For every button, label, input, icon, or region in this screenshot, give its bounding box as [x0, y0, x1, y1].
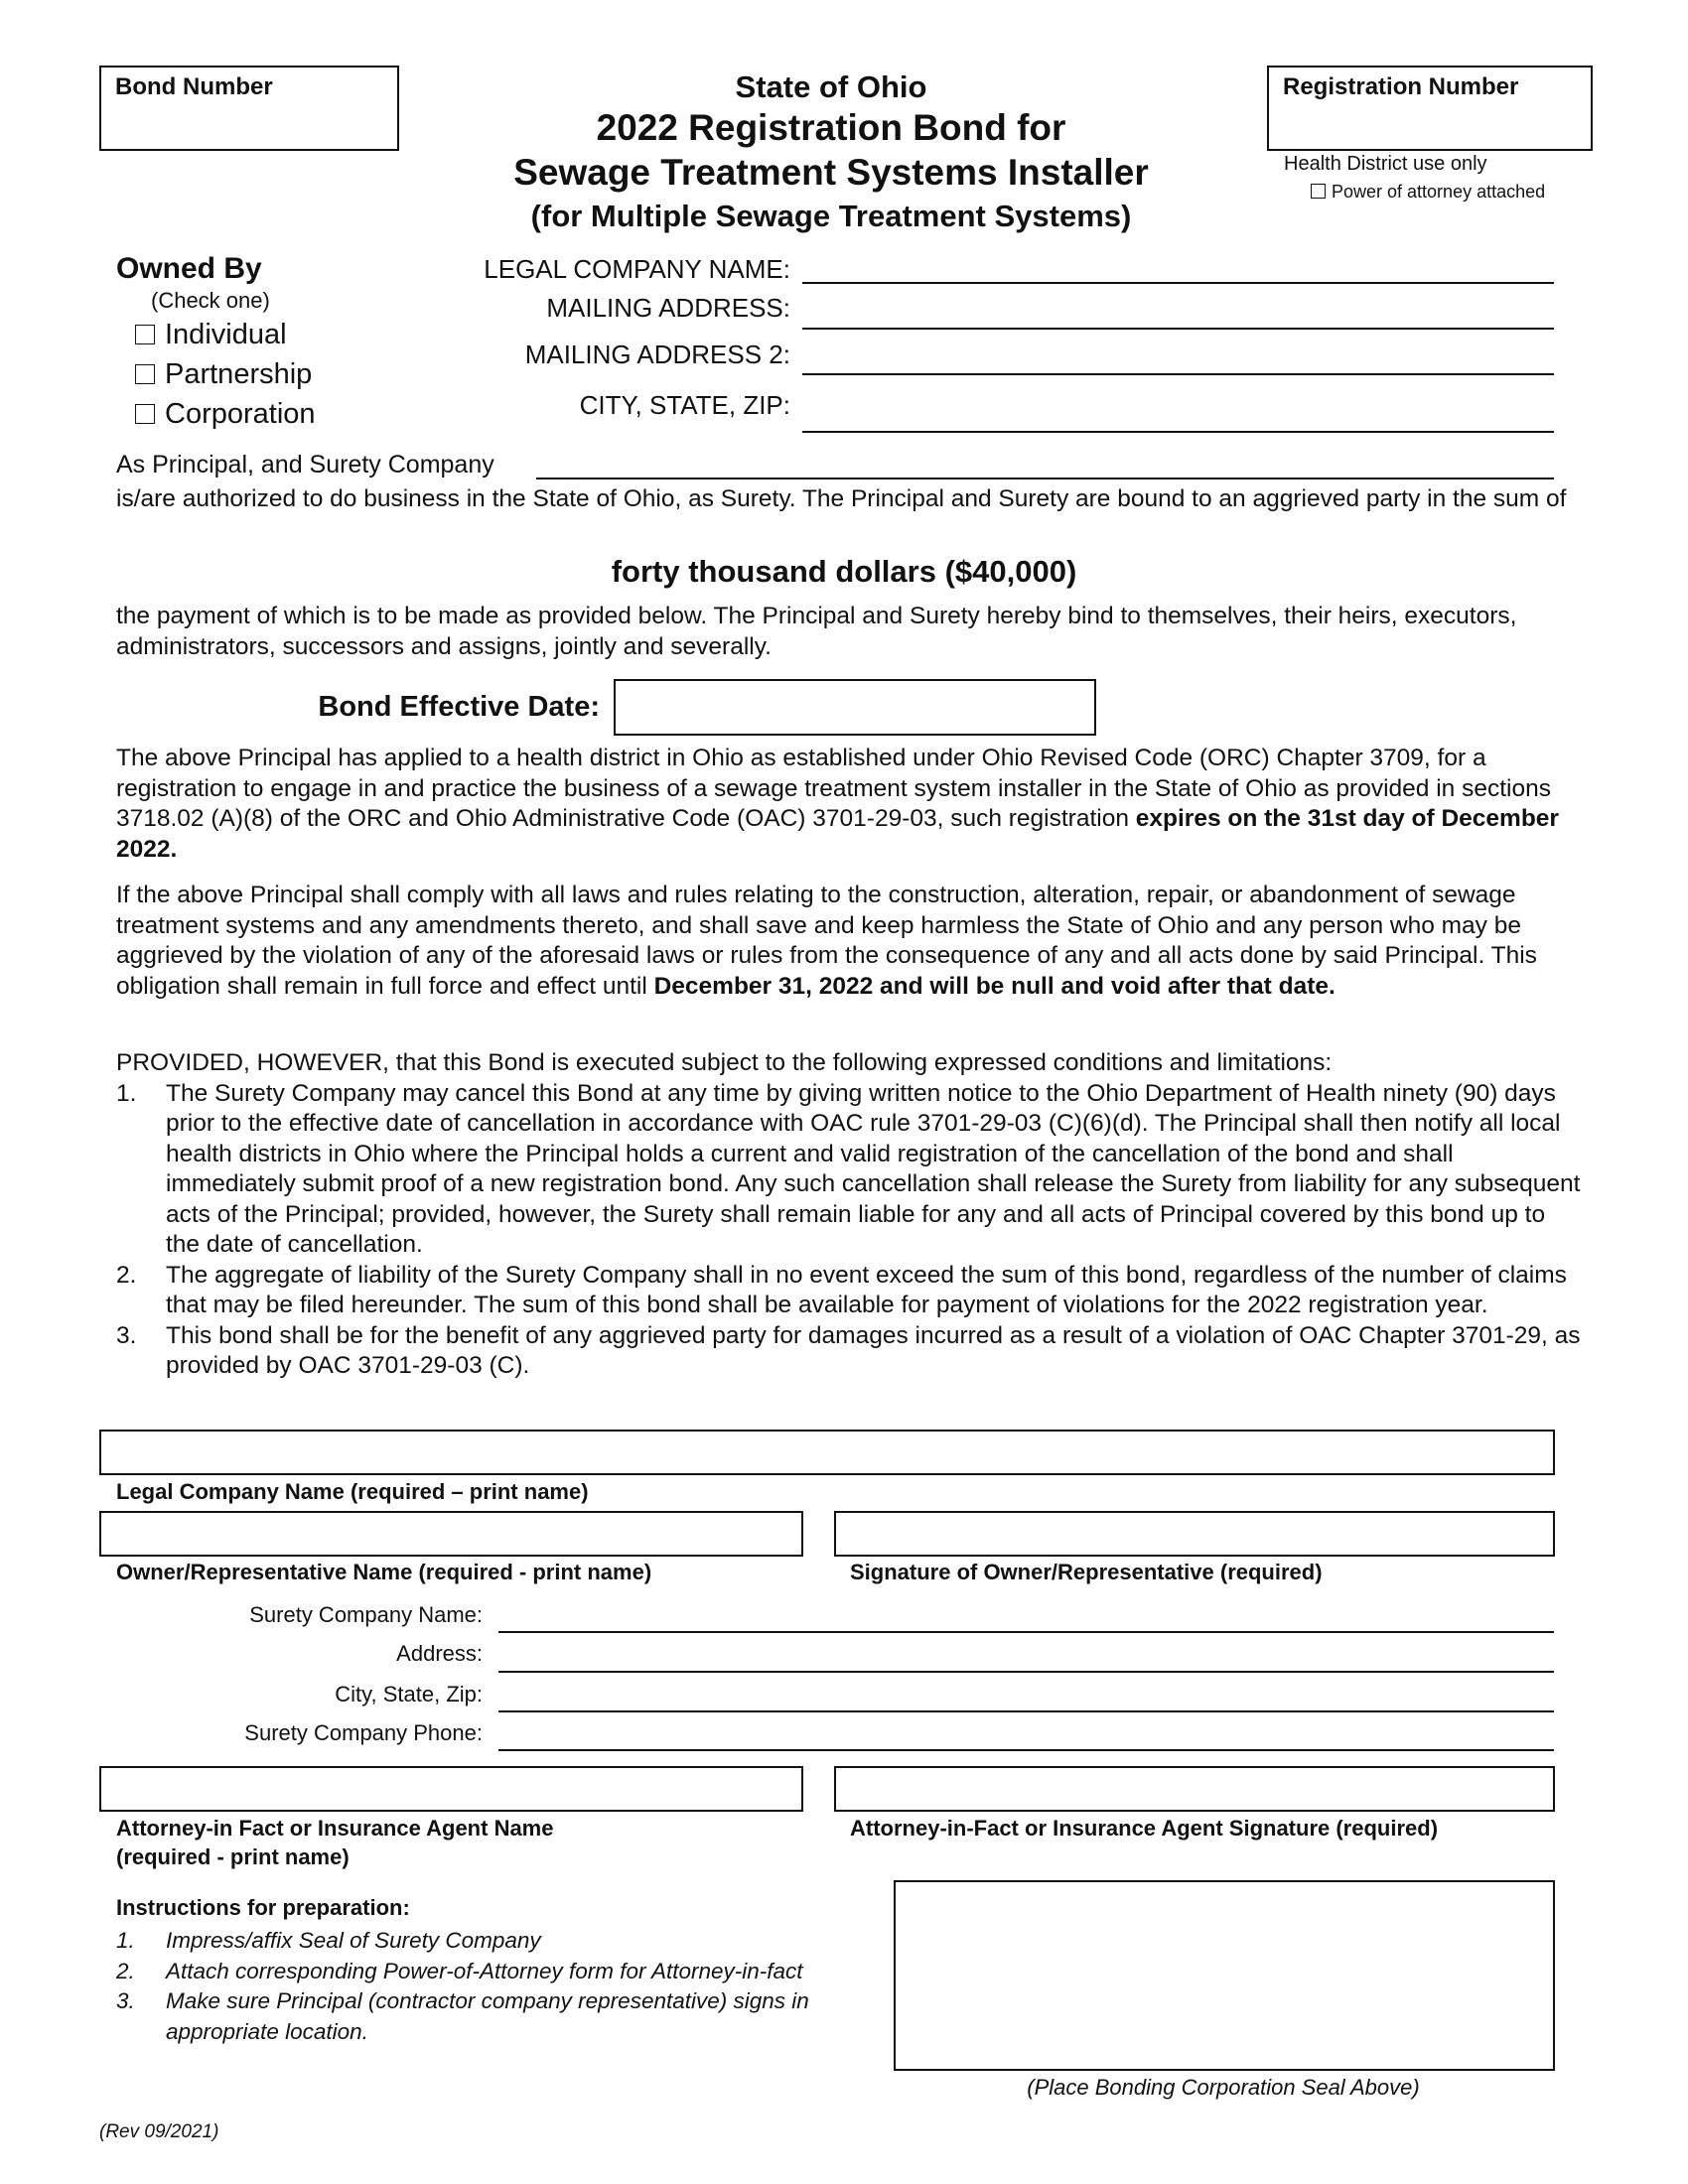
- owner-name-input[interactable]: [99, 1511, 803, 1557]
- legal-company-name-input[interactable]: [802, 282, 1554, 284]
- power-of-attorney-option[interactable]: [1311, 182, 1545, 203]
- owner-option-corporation[interactable]: [135, 398, 316, 431]
- item-number: 3.: [116, 1988, 135, 2013]
- void-date-text: December 31, 2022 and will be null and void after that date.: [653, 972, 1336, 1000]
- mailing-address-2-label: MAILING ADDRESS 2:: [524, 340, 790, 369]
- item-text: The aggregate of liability of the Surety Company shall in no event exceed the sum of this bond, regardless of the number of claims that may be filed hereunder. The sum of this bond shall be available for payment of violations for the 2022 registration year.: [166, 1261, 1567, 1318]
- item-number: 2.: [116, 1958, 135, 1983]
- owner-option-partnership[interactable]: [135, 358, 312, 391]
- item-number: 1.: [116, 1928, 135, 1953]
- option-label: Partnership: [165, 358, 313, 390]
- bond-amount: forty thousand dollars ($40,000): [611, 554, 1077, 589]
- checkbox[interactable]: [1311, 184, 1326, 199]
- health-district-note: Health District use only: [1284, 153, 1487, 175]
- comply-text: If the above Principal shall comply with all laws and rules relating to the construction, alteration, repair, or abandonment of sewage treatment systems and any amendments thereto, and shall save and keep harmless the State of Ohio and any person who may be aggrieved by the violation of any of the aforesaid laws or rules from the consequence of any and all acts done by said Principal. This obligation shall remain in full force and effect until: [116, 882, 1537, 1000]
- item-text: Impress/affix Seal of Surety Company: [166, 1928, 541, 1953]
- payment-paragraph: the payment of which is to be made as provided below. The Principal and Surety hereby bind to themselves, their heirs, executors, administrators, successors and assigns, jointly and severally.: [116, 603, 1517, 660]
- option-label: Corporation: [165, 398, 316, 430]
- revision-label: (Rev 09/2021): [99, 2121, 219, 2142]
- surety-company-input[interactable]: [536, 478, 1554, 479]
- surety-name-input[interactable]: [498, 1631, 1554, 1633]
- instructions-list: [116, 1926, 891, 2047]
- city-state-zip-input[interactable]: [802, 431, 1554, 433]
- instructions-title: Instructions for preparation:: [116, 1895, 410, 1920]
- legal-company-name-print-input[interactable]: [99, 1430, 1555, 1475]
- condition-item: [116, 1261, 1581, 1321]
- owner-name-label: Owner/Representative Name (required - print name): [116, 1560, 652, 1584]
- page-subtitle: (for Multiple Sewage Treatment Systems): [530, 199, 1132, 233]
- registration-number-field[interactable]: [1267, 66, 1593, 151]
- owner-signature-label: Signature of Owner/Representative (required): [850, 1560, 1323, 1584]
- item-text: Attach corresponding Power-of-Attorney form for Attorney-in-fact: [166, 1958, 803, 1983]
- attorney-signature-label: Attorney-in-Fact or Insurance Agent Signature (required): [850, 1816, 1439, 1841]
- instruction-item: [116, 1957, 891, 1987]
- surety-name-label: Surety Company Name:: [249, 1602, 483, 1627]
- comply-paragraph: [116, 881, 1581, 1002]
- seal-area[interactable]: [894, 1880, 1555, 2071]
- condition-item: [116, 1079, 1581, 1261]
- bond-number-label: Bond Number: [115, 73, 273, 100]
- attorney-signature-input[interactable]: [834, 1766, 1555, 1812]
- seal-caption: (Place Bonding Corporation Seal Above): [1027, 2075, 1420, 2100]
- checkbox[interactable]: [135, 404, 155, 424]
- principal-label: As Principal, and Surety Company: [116, 451, 494, 478]
- effective-date-label: Bond Effective Date:: [318, 691, 600, 723]
- owned-by-hint: (Check one): [151, 288, 270, 313]
- bond-number-field[interactable]: [99, 66, 399, 151]
- attorney-name-input[interactable]: [99, 1766, 803, 1812]
- instruction-item: [116, 1926, 891, 1957]
- instruction-item: [116, 1986, 891, 2047]
- item-number: 3.: [116, 1321, 137, 1349]
- item-text: The Surety Company may cancel this Bond at any time by giving written notice to the Ohio Department of Health ninety (90) days prior to the effective date of cancellation in accordance with OAC rule 3701-29-03 (C)(6)(d). The Principal shall then notify all local health districts in Ohio where the Principal holds a current and valid registration of the cancellation of the bond and shall immediately submit proof of a new registration bond. Any such cancellation shall release the Surety from liability for any subsequent acts of the Principal; provided, however, the Surety shall remain liable for any and all acts of Principal covered by this bond up to the date of cancellation.: [166, 1079, 1581, 1258]
- conditions-section: [116, 1048, 1581, 1382]
- surety-city-label: City, State, Zip:: [335, 1682, 483, 1706]
- owner-option-individual[interactable]: [135, 319, 287, 351]
- applied-text: The above Principal has applied to a health district in Ohio as established under Ohio Revised Code (ORC) Chapter 3709, for a registration to engage in and practice the business of a sewage treatment system installer in the State of Ohio as provided in sections 3718.02 (A)(8) of the ORC and Ohio Administrative Code (OAC) 3701-29-03, such registration: [116, 745, 1551, 832]
- surety-address-label: Address:: [396, 1641, 483, 1666]
- effective-date-input[interactable]: [614, 679, 1096, 736]
- checkbox[interactable]: [135, 364, 155, 384]
- provided-text: PROVIDED, HOWEVER, that this Bond is executed subject to the following expressed conditions and limitations:: [116, 1049, 1333, 1076]
- legal-company-name-label: LEGAL COMPANY NAME:: [484, 254, 790, 284]
- registration-number-label: Registration Number: [1283, 73, 1519, 100]
- attorney-name-label: Attorney-in Fact or Insurance Agent Name: [116, 1816, 554, 1841]
- surety-address-input[interactable]: [498, 1671, 1554, 1673]
- surety-city-input[interactable]: [498, 1710, 1554, 1712]
- item-number: 2.: [116, 1261, 137, 1289]
- checkbox[interactable]: [135, 325, 155, 344]
- applied-paragraph: [116, 744, 1581, 865]
- owned-by-title: Owned By: [116, 252, 262, 285]
- item-number: 1.: [116, 1079, 137, 1107]
- page-title: 2022 Registration Bond for: [596, 107, 1066, 148]
- owner-signature-input[interactable]: [834, 1511, 1555, 1557]
- option-label: Individual: [165, 319, 287, 350]
- legal-company-name-print-label: Legal Company Name (required – print name): [116, 1479, 589, 1504]
- page-title-2: Sewage Treatment Systems Installer: [513, 152, 1149, 193]
- power-of-attorney-label: Power of attorney attached: [1332, 182, 1546, 202]
- expiry-text: expires on the 31st day of December 2022.: [116, 805, 1559, 863]
- mailing-address-input[interactable]: [802, 328, 1554, 330]
- surety-phone-input[interactable]: [498, 1749, 1554, 1751]
- title-state: State of Ohio: [735, 69, 927, 104]
- mailing-address-label: MAILING ADDRESS:: [546, 293, 790, 323]
- city-state-zip-label: CITY, STATE, ZIP:: [579, 390, 790, 420]
- condition-item: [116, 1321, 1581, 1382]
- item-text: Make sure Principal (contractor company representative) signs in appropriate location.: [166, 1988, 809, 2044]
- item-text: This bond shall be for the benefit of any aggrieved party for damages incurred as a result of a violation of OAC Chapter 3701-29, as provided by OAC 3701-29-03 (C).: [166, 1321, 1581, 1379]
- surety-phone-label: Surety Company Phone:: [244, 1720, 483, 1745]
- surety-paragraph: is/are authorized to do business in the State of Ohio, as Surety. The Principal and Surety are bound to an aggrieved party in the sum of: [116, 485, 1567, 512]
- mailing-address-2-input[interactable]: [802, 373, 1554, 375]
- attorney-name-label-2: (required - print name): [116, 1844, 350, 1869]
